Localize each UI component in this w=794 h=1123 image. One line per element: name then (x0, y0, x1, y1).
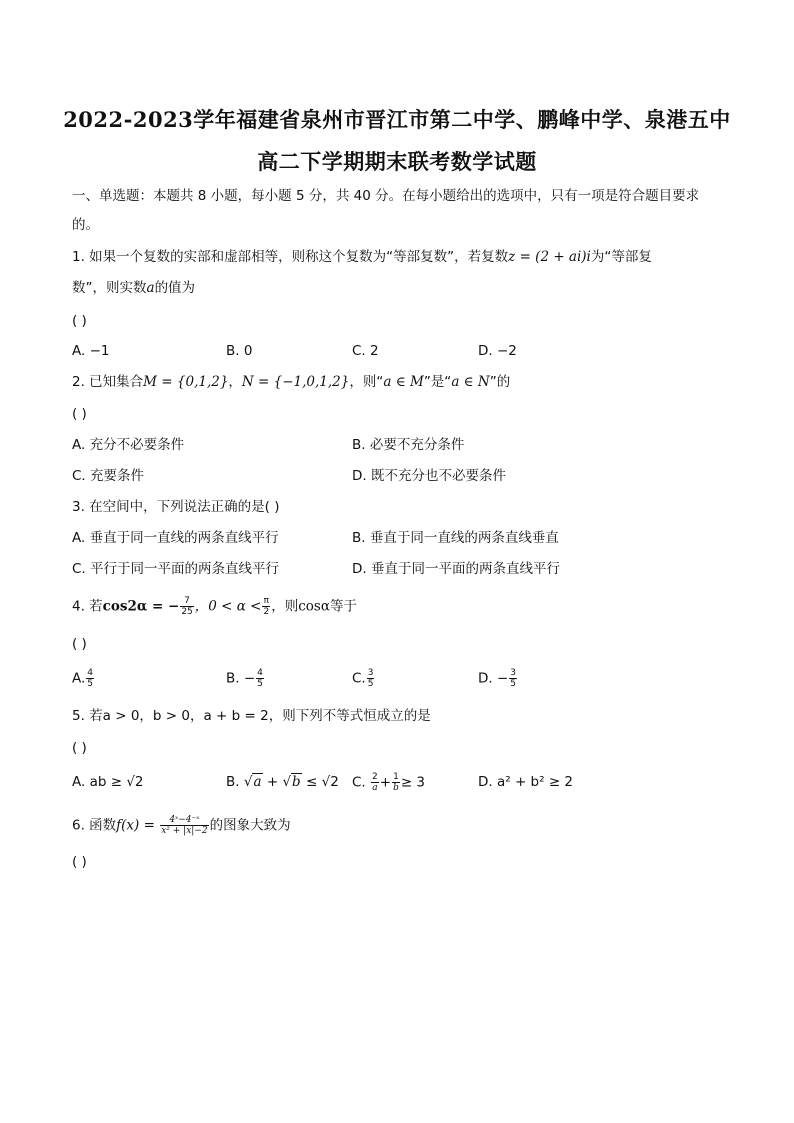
q5-option-c-frac-1 (371, 772, 379, 793)
question-1-line-1 (72, 247, 652, 267)
question-6-stem (72, 815, 291, 836)
q2-cond-2: a ∈ N (451, 374, 490, 390)
q4-option-d-fraction (509, 668, 517, 689)
q6-answer-paren: ( ) (72, 854, 87, 870)
q5-option-c-den-2: b (393, 783, 399, 793)
q6-text-a: 6. 函数 (72, 817, 117, 834)
q4-cos: cosα (298, 598, 330, 615)
q2-text-mid: ”是“ (423, 374, 452, 390)
q4-option-c[interactable] (352, 668, 375, 689)
q4-text-b: ，则 (271, 598, 299, 615)
q2-text-end: ”的 (489, 374, 511, 390)
question-5-stem: 5. 若a > 0，b > 0，a + b = 2，则下列不等式恒成立的是 (72, 708, 431, 724)
q4-text-c: 等于 (329, 598, 357, 615)
q4-text-a: 4. 若 (72, 598, 103, 615)
q6-fraction-den: x² + |x|−2 (161, 826, 208, 836)
q5-option-b-sqrt-a: √a (243, 774, 262, 790)
q1-option-a[interactable]: A. −1 (72, 343, 110, 359)
q5-option-b-plus: + (262, 774, 283, 790)
title-line-1: 2022-2023学年福建省泉州市晋江市第二中学、鹏峰中学、泉港五中 (63, 107, 731, 132)
q2-sep: ， (228, 374, 242, 390)
q4-option-d-num: 3 (510, 668, 517, 678)
q2-text-b: ，则“ (349, 374, 384, 390)
q1-expr: z = (2 + ai)i (508, 249, 591, 265)
q4-option-a[interactable] (72, 668, 95, 689)
q4-fraction-den: 25 (181, 607, 193, 617)
title-line-2: 高二下学期期末联考数学试题 (257, 149, 537, 174)
q2-set-m: M = {0,1,2} (143, 374, 229, 390)
q5-option-c-label: C. (352, 774, 371, 791)
q4-range: ，0 < α < (194, 598, 262, 615)
q4-option-d[interactable] (478, 668, 518, 689)
q4-option-a-fraction (86, 668, 94, 689)
q4-option-c-label: C. (352, 670, 366, 687)
q4-option-b-fraction (256, 668, 264, 689)
q4-option-b[interactable] (226, 668, 265, 689)
q3-option-b[interactable]: B. 垂直于同一直线的两条直线垂直 (352, 530, 559, 546)
q4-lhs: cos2α = − (102, 598, 180, 615)
q2-answer-paren: ( ) (72, 406, 87, 422)
question-3-stem: 3. 在空间中，下列说法正确的是( ) (72, 499, 280, 515)
q4-option-b-label: B. − (226, 670, 256, 687)
q1-line2-a: 数”，则实数 (72, 280, 147, 296)
q2-option-a[interactable]: A. 充分不必要条件 (72, 437, 185, 453)
q5-option-c-frac-2 (392, 772, 400, 793)
section-instruction-line-2: 的。 (72, 217, 99, 233)
q1-answer-paren: ( ) (72, 313, 87, 329)
q5-option-c-num-2: 1 (393, 772, 399, 782)
q1-line2-b: 的值为 (154, 280, 196, 296)
q4-fraction (180, 596, 193, 617)
q4-option-b-num: 4 (257, 668, 263, 678)
question-1-line-2 (72, 278, 195, 298)
q4-pi-den: 2 (263, 607, 270, 617)
question-4-stem (72, 596, 357, 617)
q5-option-b-rhs: ≤ √2 (301, 774, 339, 790)
q5-option-c[interactable] (352, 772, 425, 793)
q4-option-d-label: D. − (478, 670, 509, 687)
q3-option-d[interactable]: D. 垂直于同一平面的两条直线平行 (352, 561, 560, 577)
question-2-stem (72, 372, 510, 392)
q2-text-a: 2. 已知集合 (72, 374, 144, 390)
q4-option-a-num: 4 (87, 668, 94, 678)
q6-fx: f(x) = (116, 817, 160, 834)
q4-option-c-den: 5 (367, 679, 374, 689)
q5-option-b-label: B. (226, 774, 244, 790)
q4-option-d-den: 5 (510, 679, 517, 689)
q4-option-b-den: 5 (257, 679, 263, 689)
q1-option-b[interactable]: B. 0 (226, 343, 253, 359)
q5-option-b-sqrt-b: √b (282, 774, 301, 790)
q2-option-c[interactable]: C. 充要条件 (72, 468, 145, 484)
q1-var: a (146, 280, 155, 296)
q5-option-b-radicand-a: a (253, 774, 262, 790)
q5-option-b[interactable] (226, 772, 339, 792)
q1-text-a: 1. 如果一个复数的实部和虚部相等，则称这个复数为“等部复数”，若复数 (72, 249, 509, 265)
q1-option-c[interactable]: C. 2 (352, 343, 379, 359)
q4-fraction-num: 7 (180, 596, 193, 607)
q4-pi-num: π (263, 596, 270, 606)
q2-option-d[interactable]: D. 既不充分也不必要条件 (352, 468, 506, 484)
q3-option-c[interactable]: C. 平行于同一平面的两条直线平行 (72, 561, 280, 577)
q3-option-a[interactable]: A. 垂直于同一直线的两条直线平行 (72, 530, 279, 546)
q5-answer-paren: ( ) (72, 740, 87, 756)
q5-option-d[interactable]: D. a² + b² ≥ 2 (478, 774, 574, 790)
q5-option-c-num-1: 2 (372, 772, 378, 782)
q4-option-c-fraction (367, 668, 375, 689)
section-instruction-line-1: 一、单选题：本题共 8 小题，每小题 5 分，共 40 分。在每小题给出的选项中，只有一项是符合题目要求 (72, 188, 700, 204)
q5-option-a[interactable]: A. ab ≥ √2 (72, 774, 144, 790)
q2-set-n: N = {−1,0,1,2} (241, 374, 350, 390)
q6-fraction (160, 815, 208, 836)
q4-option-a-den: 5 (87, 679, 94, 689)
q4-option-c-num: 3 (367, 668, 374, 678)
q4-option-a-label: A. (72, 670, 86, 687)
q2-cond-1: a ∈ M (383, 374, 424, 390)
q5-option-b-radicand-b: b (292, 774, 301, 790)
q4-pi-fraction (262, 596, 270, 617)
q6-fraction-num: 4ˣ−4⁻ˣ (160, 815, 208, 826)
q1-text-b: 为“等部复 (590, 249, 652, 265)
q5-option-c-den-1: a (372, 783, 378, 793)
q5-option-c-rhs: ≥ 3 (400, 774, 426, 791)
q5-option-c-plus: + (379, 774, 392, 791)
q1-option-d[interactable]: D. −2 (478, 343, 517, 359)
q4-answer-paren: ( ) (72, 636, 87, 652)
q6-text-b: 的图象大致为 (209, 817, 291, 834)
q2-option-b[interactable]: B. 必要不充分条件 (352, 437, 465, 453)
